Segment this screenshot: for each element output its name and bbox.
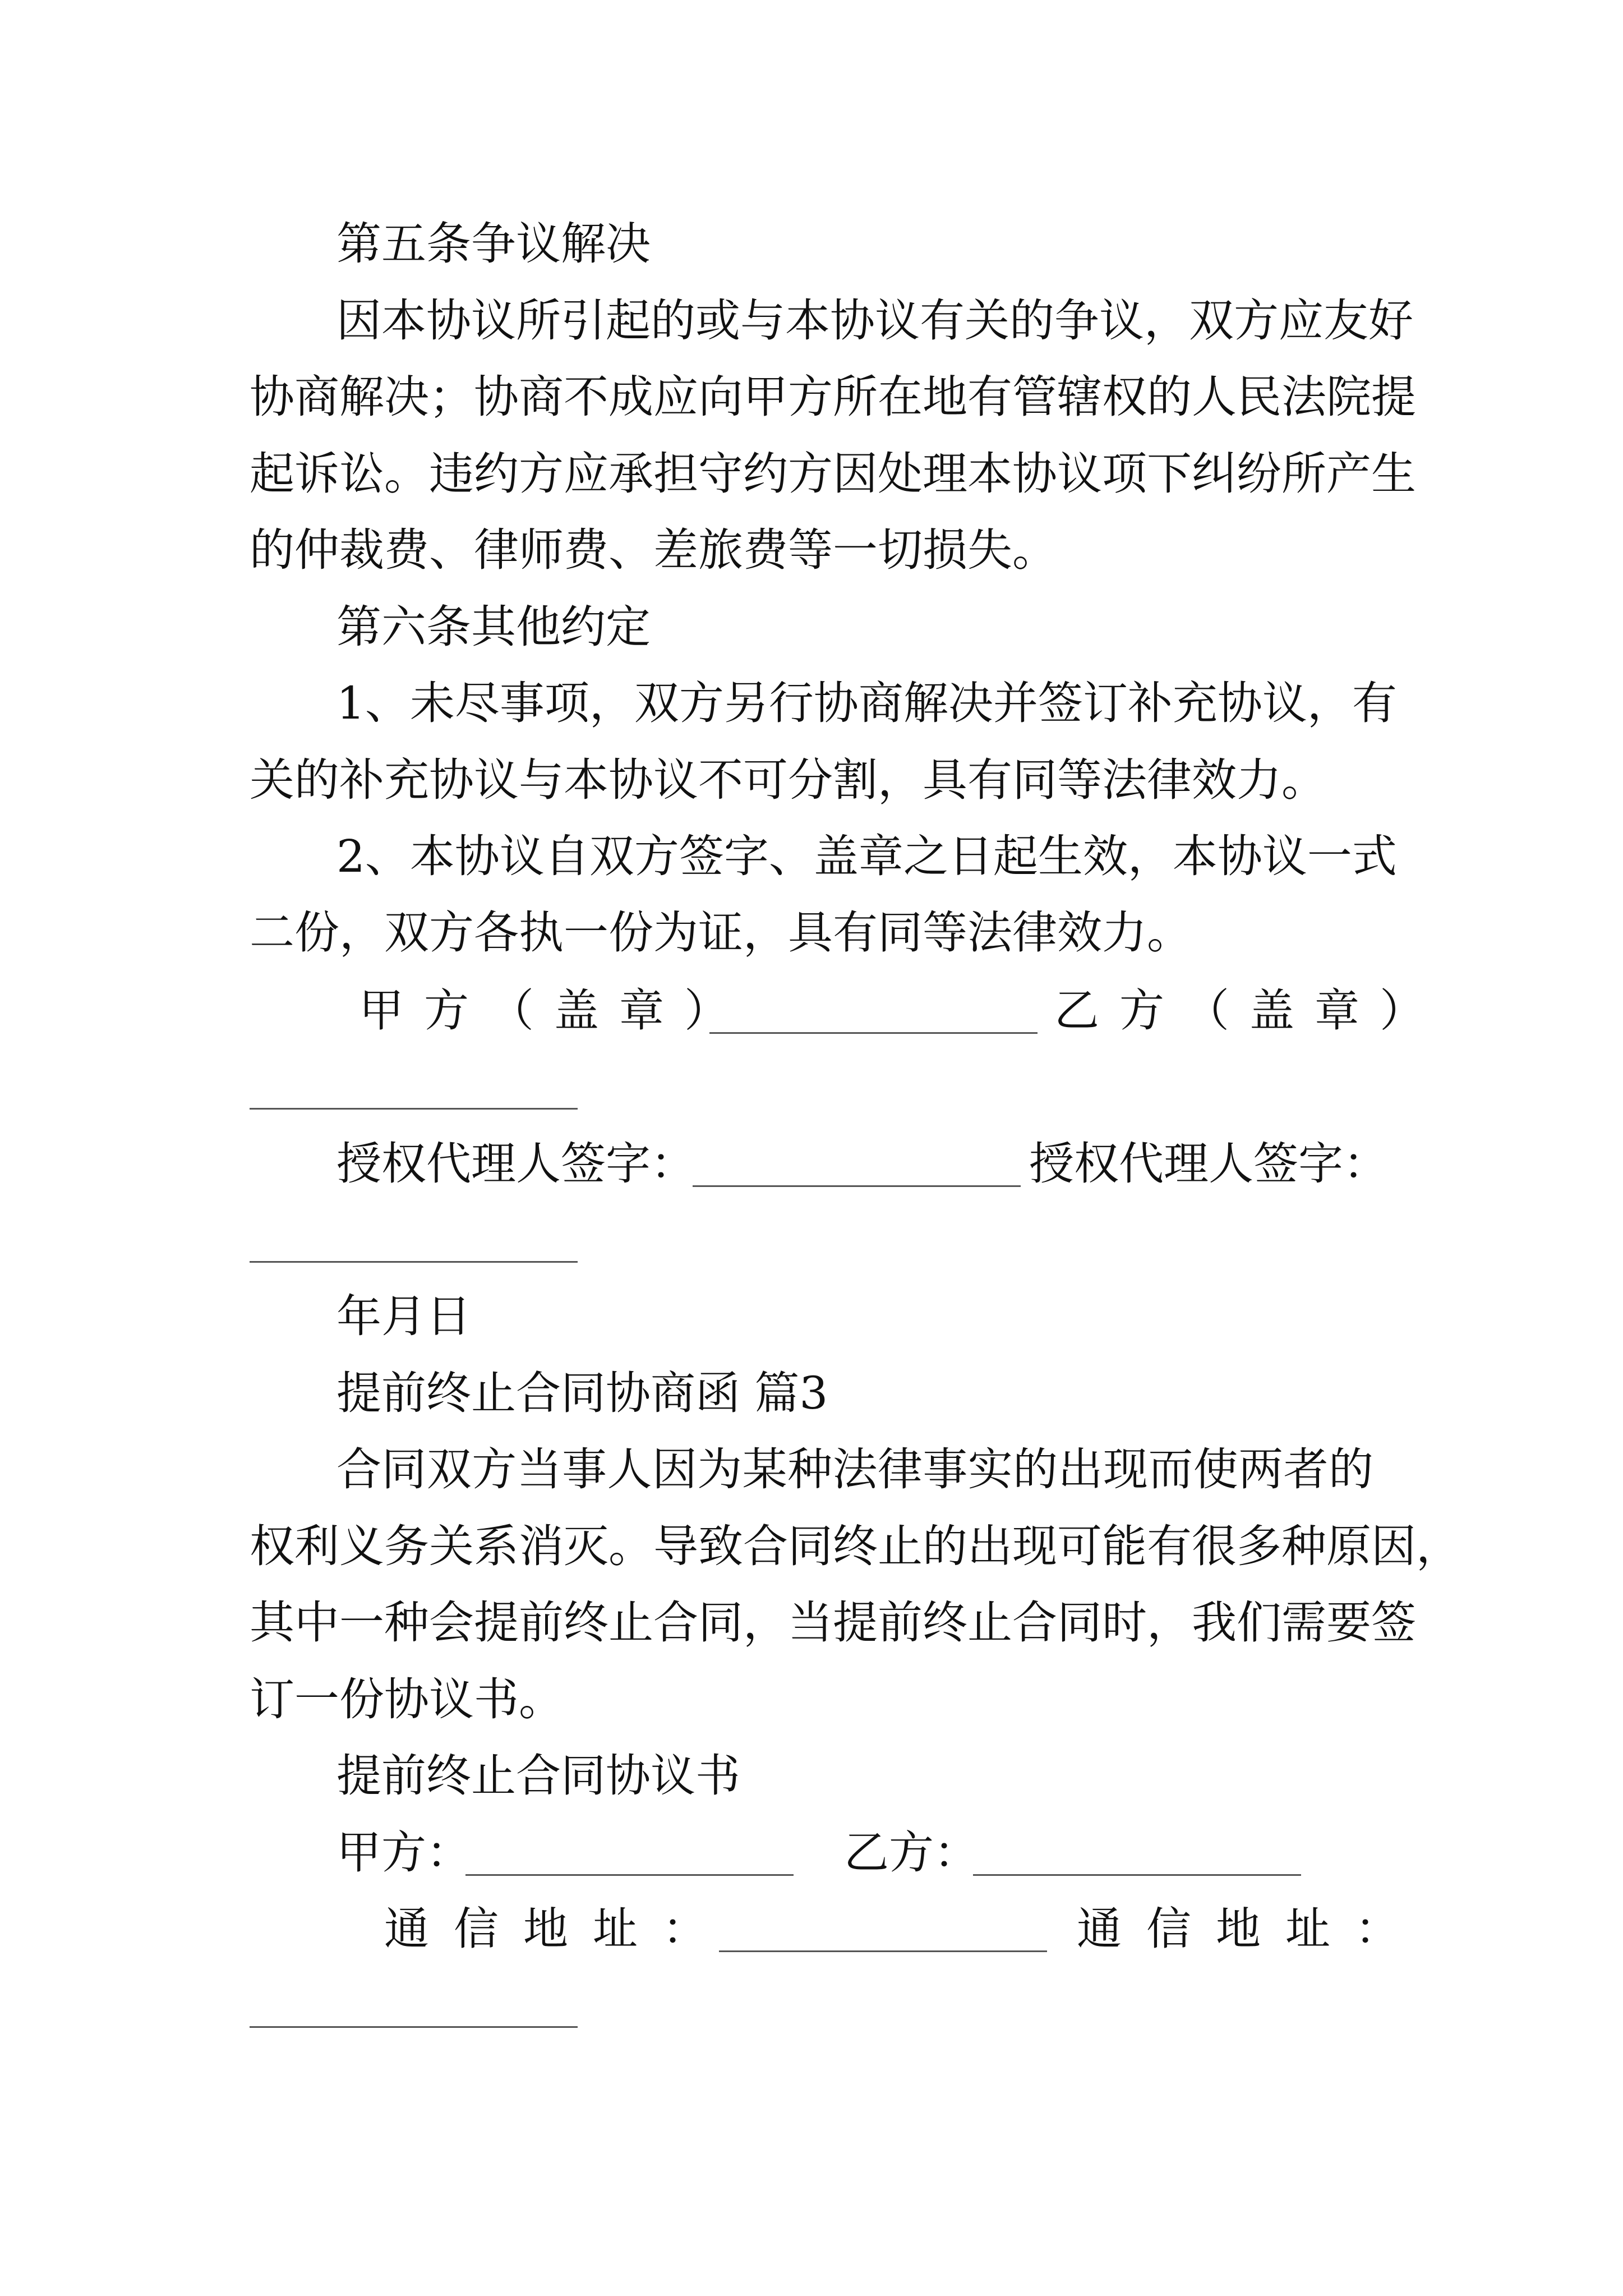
address-a-blank — [719, 1950, 1047, 1952]
article6-item2-line-2: 二份，双方各执一份为证，具有同等法律效力。 — [250, 907, 1192, 959]
section3-line-3: 其中一种会提前终止合同，当提前终止合同时，我们需要签 — [250, 1596, 1416, 1649]
address-a-label: 通信地址： — [384, 1903, 732, 1955]
party-b-seal-blank — [250, 1108, 578, 1110]
article6-item2-line-1: 2、本协议自双方签字、盖章之日起生效，本协议一式 — [336, 830, 1397, 882]
party-a-label: 甲方： — [336, 1826, 471, 1879]
article5-heading: 第五条争议解决 — [336, 218, 651, 270]
agent-sign-a-blank — [693, 1185, 1021, 1187]
party-a-seal-label: 甲方（盖章） — [359, 984, 749, 1037]
article5-line-3: 起诉讼。违约方应承担守约方因处理本协议项下纠纷所产生 — [250, 448, 1416, 500]
article6-item1-line-2: 关的补充协议与本协议不可分割，具有同等法律效力。 — [250, 754, 1326, 806]
section3-line-4: 订一份协议书。 — [250, 1673, 564, 1726]
date-line: 年月日 — [336, 1290, 471, 1342]
agent-sign-b-blank — [250, 1261, 578, 1263]
article5-line-1: 因本协议所引起的或与本协议有关的争议，双方应友好 — [336, 295, 1413, 347]
party-b-label: 乙方： — [844, 1826, 979, 1879]
article6-item1-line-1: 1、未尽事项，双方另行协商解决并签订补充协议，有 — [336, 677, 1397, 729]
party-a-blank — [465, 1874, 794, 1876]
party-a-seal-blank — [709, 1032, 1038, 1034]
agreement-title: 提前终止合同协议书 — [336, 1750, 740, 1802]
section3-title: 提前终止合同协商函 篇3 — [336, 1367, 828, 1419]
article6-heading: 第六条其他约定 — [336, 601, 651, 653]
section3-line-1: 合同双方当事人因为某种法律事实的出现而使两者的 — [336, 1443, 1373, 1496]
party-b-blank — [973, 1874, 1301, 1876]
agent-sign-b-label: 授权代理人签字： — [1029, 1138, 1388, 1190]
address-b-label: 通信地址： — [1077, 1903, 1424, 1955]
article5-line-2: 协商解决；协商不成应向甲方所在地有管辖权的人民法院提 — [250, 371, 1416, 423]
agent-sign-a-label: 授权代理人签字： — [336, 1138, 695, 1190]
article5-line-4: 的仲裁费、律师费、差旅费等一切损失。 — [250, 524, 1057, 576]
section3-line-2: 权利义务关系消灭。导致合同终止的出现可能有很多种原因， — [250, 1520, 1461, 1572]
party-b-seal-label: 乙方（盖章） — [1054, 984, 1445, 1037]
address-b-blank — [250, 2026, 578, 2028]
